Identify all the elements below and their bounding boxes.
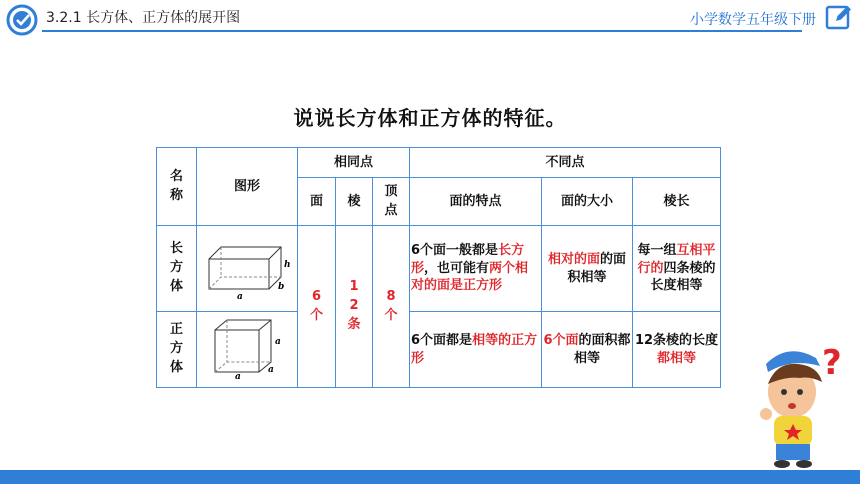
cuboid-edge-length: 每一组互相平行的四条棱的长度相等 [633, 226, 721, 312]
header-name: 名称 [157, 148, 197, 226]
lesson-title: 3.2.1 长方体、正方体的展开图 [46, 10, 241, 26]
thinking-boy-illustration [752, 340, 852, 472]
cuboid-diagram [201, 231, 293, 301]
header-edge: 棱 [336, 178, 373, 226]
lesson-logo-icon [4, 2, 40, 38]
cuboid-name: 长方体 [157, 226, 197, 312]
cuboid-label-b: b [278, 281, 285, 292]
header-face: 面 [298, 178, 336, 226]
header-face-feature: 面的特点 [410, 178, 542, 226]
header-diff: 不同点 [410, 148, 721, 178]
footer-bar [0, 470, 860, 484]
cube-face-feature: 6个面都是相等的正方形 [410, 312, 542, 388]
header-divider [42, 30, 802, 32]
features-table [156, 147, 721, 388]
cuboid-figure [197, 226, 298, 312]
edit-icon[interactable] [824, 2, 854, 32]
header-edge-length: 棱长 [633, 178, 721, 226]
cuboid-face-feature: 6个面一般都是长方形，也可能有两个相对的面是正方形 [410, 226, 542, 312]
header-figure: 图形 [197, 148, 298, 226]
cube-label-a2: a [268, 364, 274, 375]
cube-face-size: 6个面的面积都相等 [542, 312, 633, 388]
svg-text:?: ? [822, 343, 842, 383]
cube-name: 正方体 [157, 312, 197, 388]
cube-figure [197, 312, 298, 388]
header-same: 相同点 [298, 148, 410, 178]
cube-label-a3: a [235, 371, 241, 380]
cuboid-label-h: h [284, 259, 291, 270]
book-title: 小学数学五年级下册 [690, 12, 816, 28]
header-vertex: 顶点 [373, 178, 410, 226]
shared-faces: 6个 [298, 226, 336, 388]
cuboid-face-size: 相对的面的面积相等 [542, 226, 633, 312]
cube-diagram [201, 314, 293, 380]
shared-edges: 12条 [336, 226, 373, 388]
cube-label-a1: a [275, 336, 281, 347]
cube-edge-length: 12条棱的长度都相等 [633, 312, 721, 388]
page-heading: 说说长方体和正方体的特征。 [293, 106, 567, 130]
cuboid-label-a: a [237, 291, 243, 301]
shared-vertices: 8个 [373, 226, 410, 388]
header-face-size: 面的大小 [542, 178, 633, 226]
